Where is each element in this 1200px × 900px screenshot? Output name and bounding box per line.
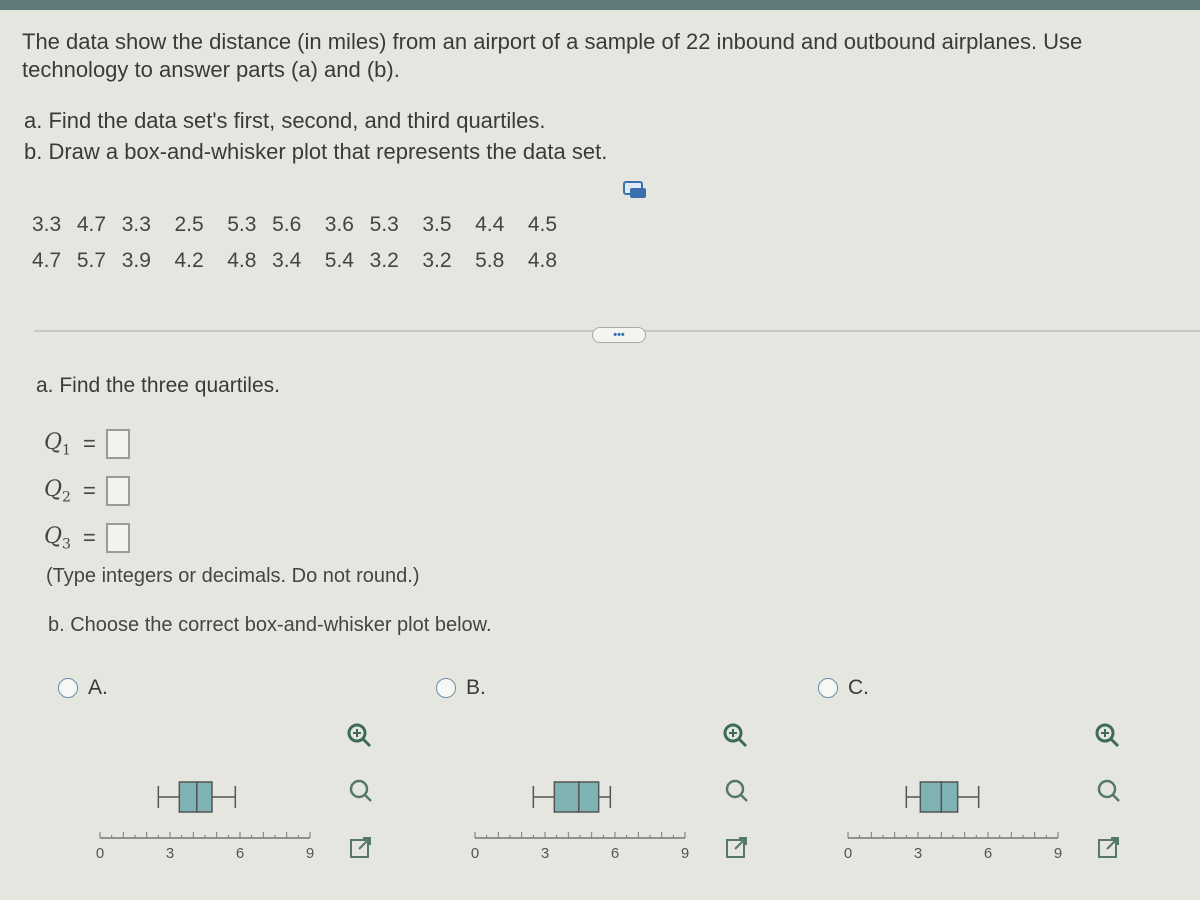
x-tick-label: 6: [610, 845, 620, 862]
data-row-1: [32, 213, 557, 237]
choice-c[interactable]: [818, 676, 869, 700]
popout-icon[interactable]: [348, 834, 374, 860]
data-value: 4.8: [227, 249, 257, 272]
x-tick-label: 9: [680, 845, 690, 862]
x-tick-label: 3: [913, 845, 923, 862]
zoom-out-icon[interactable]: [1096, 778, 1122, 804]
q1-input[interactable]: [106, 429, 130, 459]
box-lower-half: [554, 782, 579, 812]
expand-more-button[interactable]: •••: [592, 327, 646, 343]
data-value: 5.6: [272, 213, 302, 236]
data-value: 3.6: [324, 213, 354, 236]
boxplot-c: [838, 760, 1098, 870]
data-value: 5.3: [227, 213, 257, 236]
radio-b[interactable]: [436, 678, 456, 698]
x-tick-label: 9: [305, 845, 315, 862]
q2-input[interactable]: [106, 476, 130, 506]
data-value: 4.7: [32, 249, 62, 272]
x-tick-label: 9: [1053, 845, 1063, 862]
data-value: 4.2: [174, 249, 204, 272]
data-value: 3.5: [422, 213, 452, 236]
x-tick-label: 6: [983, 845, 993, 862]
data-value: 4.5: [527, 213, 558, 236]
radio-c[interactable]: [818, 678, 838, 698]
x-tick-label: 3: [165, 845, 175, 862]
data-value: 5.3: [369, 213, 399, 236]
box-lower-half: [920, 782, 941, 812]
popout-icon[interactable]: [1096, 834, 1122, 860]
x-tick-label: 0: [95, 845, 105, 862]
data-value: 2.5: [174, 213, 204, 236]
data-value: 4.7: [76, 213, 107, 236]
x-tick-label: 3: [540, 845, 550, 862]
boxplot-b: [465, 760, 725, 870]
problem-intro: The data show the distance (in miles) from an airport of a sample of 22 inbound and outbound airplanes. Use technology to answer parts (a) and (b).: [22, 29, 1083, 82]
radio-a[interactable]: [58, 678, 78, 698]
x-tick-label: 6: [235, 845, 245, 862]
data-value: 3.9: [121, 249, 151, 272]
data-value: 3.4: [272, 249, 302, 272]
q2-label: $Q_2$: [44, 476, 71, 506]
data-value: 5.8: [475, 249, 505, 272]
zoom-in-icon[interactable]: [1094, 722, 1120, 748]
x-tick-label: 0: [843, 845, 853, 862]
boxplot-a: [90, 760, 350, 870]
data-value: 4.8: [527, 249, 558, 272]
data-value: 4.4: [475, 213, 505, 236]
q3-label: $Q_3$: [44, 523, 71, 553]
data-value: 3.2: [369, 249, 399, 272]
data-value: 5.7: [76, 249, 107, 272]
input-instruction: (Type integers or decimals. Do not round.): [46, 565, 420, 587]
choice-a[interactable]: [58, 676, 108, 700]
q3-row: $Q_3$ =: [44, 523, 130, 553]
choice-b[interactable]: [436, 676, 486, 700]
data-value: 3.3: [32, 213, 62, 236]
copy-data-icon[interactable]: [622, 180, 648, 200]
x-tick-label: 0: [470, 845, 480, 862]
q1-label: $Q_1$: [44, 429, 71, 459]
data-value: 3.2: [422, 249, 452, 272]
zoom-out-icon[interactable]: [348, 778, 374, 804]
question-b: b. Choose the correct box-and-whisker plot below.: [48, 614, 492, 636]
box-upper-half: [941, 782, 957, 812]
q2-row: $Q_2$ =: [44, 476, 130, 506]
data-value: 5.4: [324, 249, 354, 272]
part-b-text: b. Draw a box-and-whisker plot that represents the data set.: [24, 139, 608, 164]
zoom-out-icon[interactable]: [724, 778, 750, 804]
box-lower-half: [179, 782, 197, 812]
top-bar: [0, 0, 1200, 10]
zoom-in-icon[interactable]: [722, 722, 748, 748]
choice-c-label: C.: [848, 676, 869, 699]
choice-a-label: A.: [88, 676, 108, 699]
popout-icon[interactable]: [724, 834, 750, 860]
data-row-2: [32, 249, 557, 273]
box-upper-half: [197, 782, 212, 812]
choice-b-label: B.: [466, 676, 486, 699]
zoom-in-icon[interactable]: [346, 722, 372, 748]
part-a-text: a. Find the data set's first, second, and third quartiles.: [24, 108, 546, 133]
q1-row: $Q_1$ =: [44, 429, 130, 459]
data-value: 3.3: [121, 213, 151, 236]
q3-input[interactable]: [106, 523, 130, 553]
box-upper-half: [579, 782, 599, 812]
question-a: a. Find the three quartiles.: [36, 374, 280, 397]
